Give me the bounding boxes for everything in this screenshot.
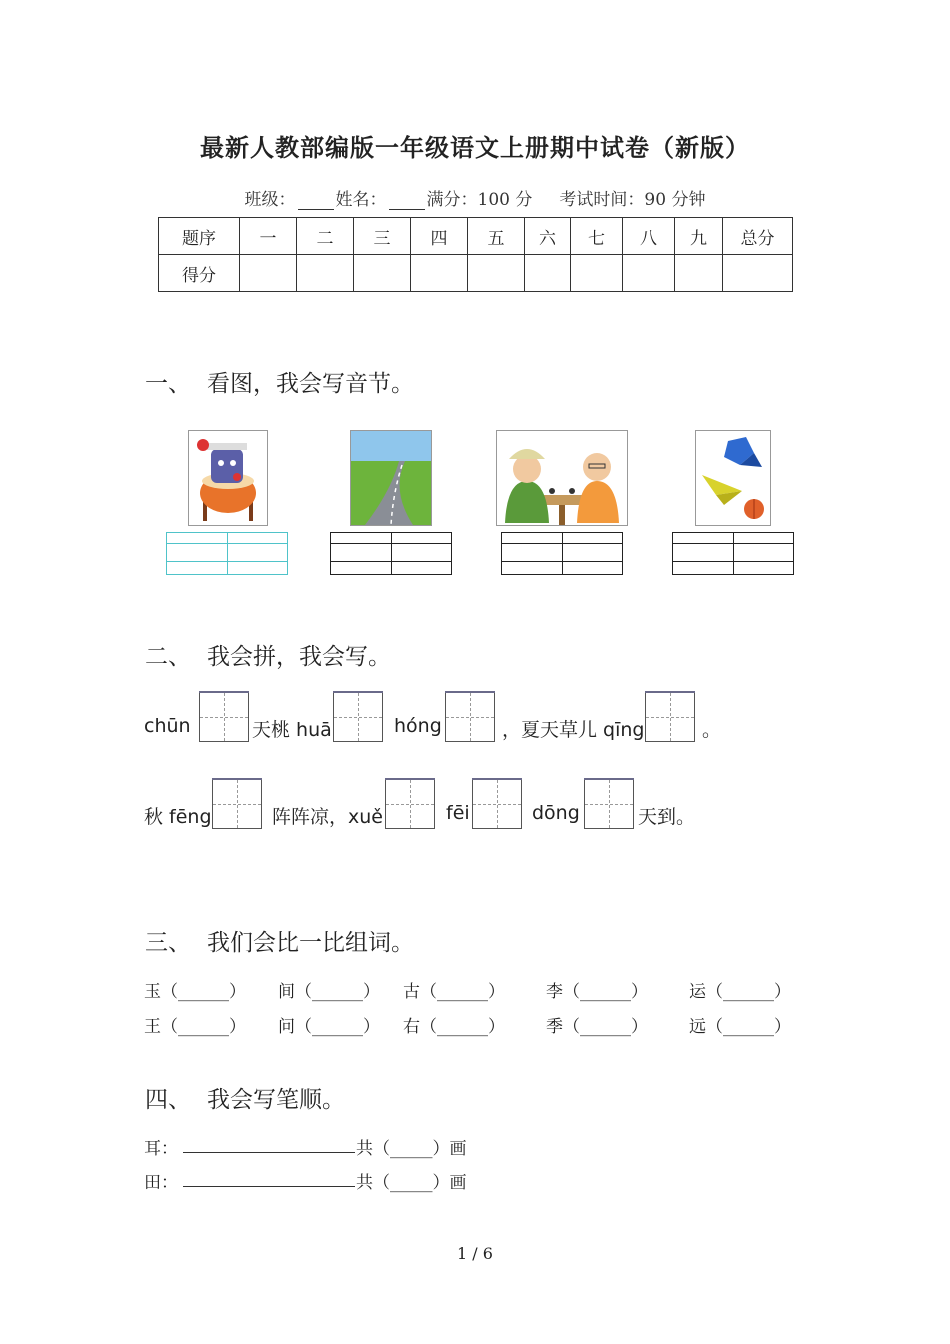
class-blank[interactable] bbox=[298, 191, 334, 210]
section-2-heading bbox=[145, 638, 391, 671]
compare-item[interactable]: 季（______） bbox=[546, 1017, 648, 1037]
compare-item[interactable]: 间（______） bbox=[278, 982, 380, 1002]
exam-time-label: 考试时间：90 分钟 bbox=[559, 190, 706, 210]
score-cell[interactable] bbox=[623, 255, 675, 292]
pinyin-grid[interactable] bbox=[330, 532, 452, 575]
stroke-char: 田： bbox=[144, 1173, 178, 1193]
section-title: 我会拼，我会写。 bbox=[207, 644, 391, 670]
compare-item[interactable]: 右（______） bbox=[403, 1017, 505, 1037]
section-number: 四、 bbox=[145, 1087, 191, 1113]
compare-item[interactable]: 运（______） bbox=[689, 982, 791, 1002]
pinyin-grid[interactable] bbox=[501, 532, 623, 575]
score-cell[interactable] bbox=[297, 255, 354, 292]
pinyin-text: fēi bbox=[446, 802, 470, 824]
pinyin-text: dōng bbox=[532, 802, 580, 824]
stroke-char: 耳： bbox=[144, 1139, 178, 1159]
compare-item[interactable]: 玉（______） bbox=[144, 982, 246, 1002]
origami-icon bbox=[695, 430, 771, 526]
pinyin-grid[interactable] bbox=[672, 532, 794, 575]
pinyin-grid[interactable] bbox=[166, 532, 288, 575]
tianzi-box[interactable] bbox=[212, 779, 262, 829]
name-label: 姓名： bbox=[335, 190, 387, 210]
stroke-count[interactable]: 共（_____）画 bbox=[356, 1139, 467, 1159]
header-cell: 九 bbox=[675, 218, 723, 255]
header-cell: 题序 bbox=[159, 218, 240, 255]
compare-item[interactable]: 李（______） bbox=[546, 982, 648, 1002]
score-cell[interactable] bbox=[240, 255, 297, 292]
score-cell[interactable] bbox=[675, 255, 723, 292]
pinyin-text: hóng bbox=[394, 715, 442, 737]
section-title: 看图，我会写音节。 bbox=[207, 371, 414, 397]
section-3-heading bbox=[145, 924, 414, 957]
class-label: 班级： bbox=[244, 190, 296, 210]
score-cell[interactable] bbox=[571, 255, 623, 292]
header-cell: 六 bbox=[525, 218, 571, 255]
pinyin-text: ，夏天草儿 qīng bbox=[502, 719, 645, 741]
chess-players-icon bbox=[496, 430, 628, 526]
compare-item[interactable]: 远（______） bbox=[689, 1017, 791, 1037]
page-title: 最新人教部编版一年级语文上册期中试卷（新版） bbox=[200, 133, 750, 162]
tianzi-box[interactable] bbox=[472, 779, 522, 829]
stroke-count[interactable]: 共（_____）画 bbox=[356, 1173, 467, 1193]
score-table-score-row bbox=[159, 255, 793, 292]
score-cell[interactable] bbox=[525, 255, 571, 292]
score-cell[interactable] bbox=[723, 255, 793, 292]
section-4-heading bbox=[145, 1081, 345, 1114]
header-cell: 八 bbox=[623, 218, 675, 255]
pinyin-text: chūn bbox=[144, 715, 191, 737]
tianzi-box[interactable] bbox=[385, 779, 435, 829]
header-cell: 三 bbox=[354, 218, 411, 255]
page-number: 1 / 6 bbox=[457, 1244, 493, 1263]
tianzi-box[interactable] bbox=[584, 779, 634, 829]
tianzi-box[interactable] bbox=[445, 692, 495, 742]
header-cell: 一 bbox=[240, 218, 297, 255]
compare-item[interactable]: 古（______） bbox=[403, 982, 505, 1002]
score-table bbox=[158, 217, 793, 292]
header-cell: 七 bbox=[571, 218, 623, 255]
section-number: 二、 bbox=[145, 644, 191, 670]
exam-meta bbox=[0, 185, 950, 210]
pinyin-text: 阵阵凉，xuě bbox=[272, 806, 383, 828]
compare-item[interactable]: 问（______） bbox=[278, 1017, 380, 1037]
score-cell[interactable] bbox=[354, 255, 411, 292]
section-title: 我们会比一比组词。 bbox=[207, 930, 414, 956]
header-cell: 四 bbox=[411, 218, 468, 255]
score-cell[interactable] bbox=[468, 255, 525, 292]
pinyin-text: 天桃 huā bbox=[252, 719, 332, 741]
stroke-answer-line[interactable] bbox=[183, 1186, 355, 1187]
header-cell: 二 bbox=[297, 218, 354, 255]
section-title: 我会写笔顺。 bbox=[207, 1087, 345, 1113]
header-cell: 五 bbox=[468, 218, 525, 255]
score-table-header-row bbox=[159, 218, 793, 255]
name-blank[interactable] bbox=[389, 191, 425, 210]
drum-icon bbox=[188, 430, 268, 526]
section-number: 一、 bbox=[145, 371, 191, 397]
pinyin-text: 秋 fēng bbox=[144, 806, 212, 828]
road-icon bbox=[350, 430, 432, 526]
tianzi-box[interactable] bbox=[645, 692, 695, 742]
row-label: 得分 bbox=[159, 255, 240, 292]
tianzi-box[interactable] bbox=[199, 692, 249, 742]
full-score-label: 满分：100 分 bbox=[426, 190, 533, 210]
tianzi-box[interactable] bbox=[333, 692, 383, 742]
section-1-heading bbox=[145, 365, 414, 398]
stroke-answer-line[interactable] bbox=[183, 1152, 355, 1153]
section-number: 三、 bbox=[145, 930, 191, 956]
score-cell[interactable] bbox=[411, 255, 468, 292]
header-cell: 总分 bbox=[723, 218, 793, 255]
pinyin-text: 。 bbox=[702, 719, 722, 741]
pinyin-text: 天到。 bbox=[638, 806, 696, 828]
compare-item[interactable]: 王（______） bbox=[144, 1017, 246, 1037]
